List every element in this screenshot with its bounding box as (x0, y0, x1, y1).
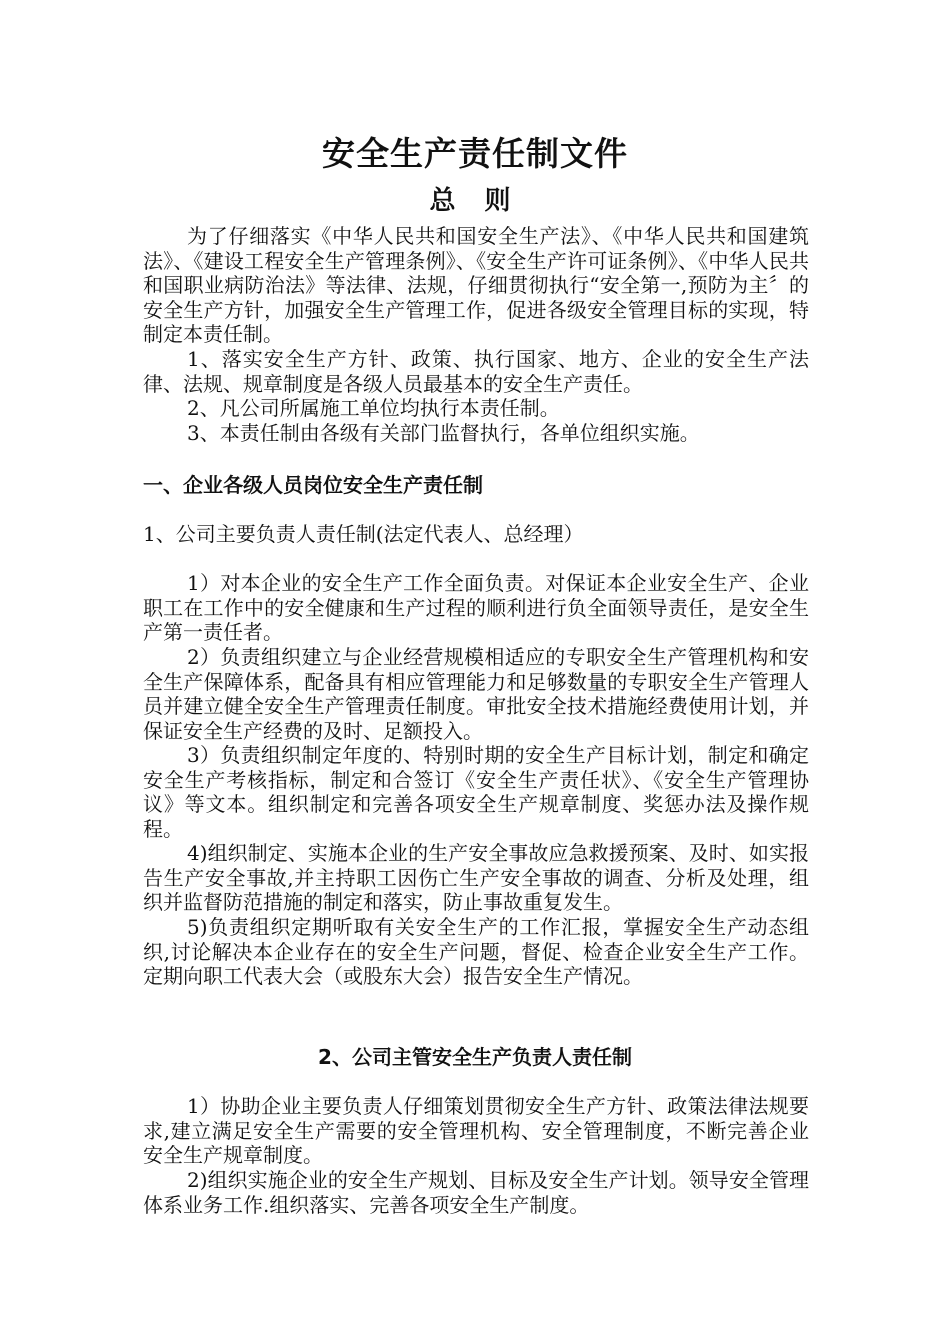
document-title: 安全生产责任制文件 (322, 134, 628, 173)
responsibility-item: 1）对本企业的安全生产工作全面负责。对保证本企业安全生产、企业职工在工作中的安全健康和生产过程的顺利进行负全面领导责任，是安全生产第一责任者。 (143, 571, 809, 644)
responsibility-item: 2）负责组织建立与企业经营规模相适应的专职安全生产管理机构和安全生产保障体系，配备具有相应管理能力和足够数量的专职安全生产管理人员并建立健全安全生产管理责任制度。审批安全技术措施经费使用计划，并保证安全生产经费的及时、足额投入。 (143, 645, 809, 743)
general-item: 1、落实安全生产方针、政策、执行国家、地方、企业的安全生产法律、法规、规章制度是各级人员最基本的安全生产责任。 (143, 347, 809, 396)
responsibility-item: 2)组织实施企业的安全生产规划、目标及安全生产计划。领导安全管理体系业务工作.组织落实、完善各项安全生产制度。 (143, 1168, 809, 1217)
subsection-heading: 2、公司主管安全生产负责人责任制 (318, 1045, 632, 1069)
general-provisions-heading: 总 则 (429, 186, 521, 216)
responsibility-item: 1）协助企业主要负责人仔细策划贯彻安全生产方针、政策法律法规要求,建立满足安全生产需要的安全管理机构、安全管理制度，不断完善企业安全生产规章制度。 (143, 1094, 809, 1167)
general-item: 3、本责任制由各级有关部门监督执行，各单位组织实施。 (187, 421, 700, 445)
responsibility-item: 3）负责组织制定年度的、特别时期的安全生产目标计划，制定和确定安全生产考核指标，制定和合签订《安全生产责任状》、《安全生产管理协议》等文本。组织制定和完善各项安全生产规章制度、奖惩办法及操作规程。 (143, 743, 809, 841)
section-heading: 一、企业各级人员岗位安全生产责任制 (143, 473, 483, 497)
responsibility-item: 5)负责组织定期听取有关安全生产的工作汇报，掌握安全生产动态组织,讨论解决本企业存在的安全生产问题，督促、检查企业安全生产工作。定期向职工代表大会（或股东大会）报告安全生产情况。 (143, 915, 809, 988)
subsection-heading: 1、公司主要负责人责任制(法定代表人、总经理） (143, 522, 584, 546)
responsibility-item: 4)组织制定、实施本企业的生产安全事故应急救援预案、及时、如实报告生产安全事故,并主持职工因伤亡生产安全事故的调查、分析及处理，组织并监督防范措施的制定和落实，防止事故重复发生。 (143, 841, 809, 914)
intro-paragraph: 为了仔细落实《中华人民共和国安全生产法》、《中华人民共和国建筑法》、《建设工程安全生产管理条例》、《安全生产许可证条例》、《中华人民共和国职业病防治法》等法律、法规，仔细贯彻执行“安全第一,预防为主〞的安全生产方针，加强安全生产管理工作，促进各级安全管理目标的实现，特制定本责任制。 (143, 224, 809, 346)
general-item: 2、凡公司所属施工单位均执行本责任制。 (187, 396, 560, 420)
